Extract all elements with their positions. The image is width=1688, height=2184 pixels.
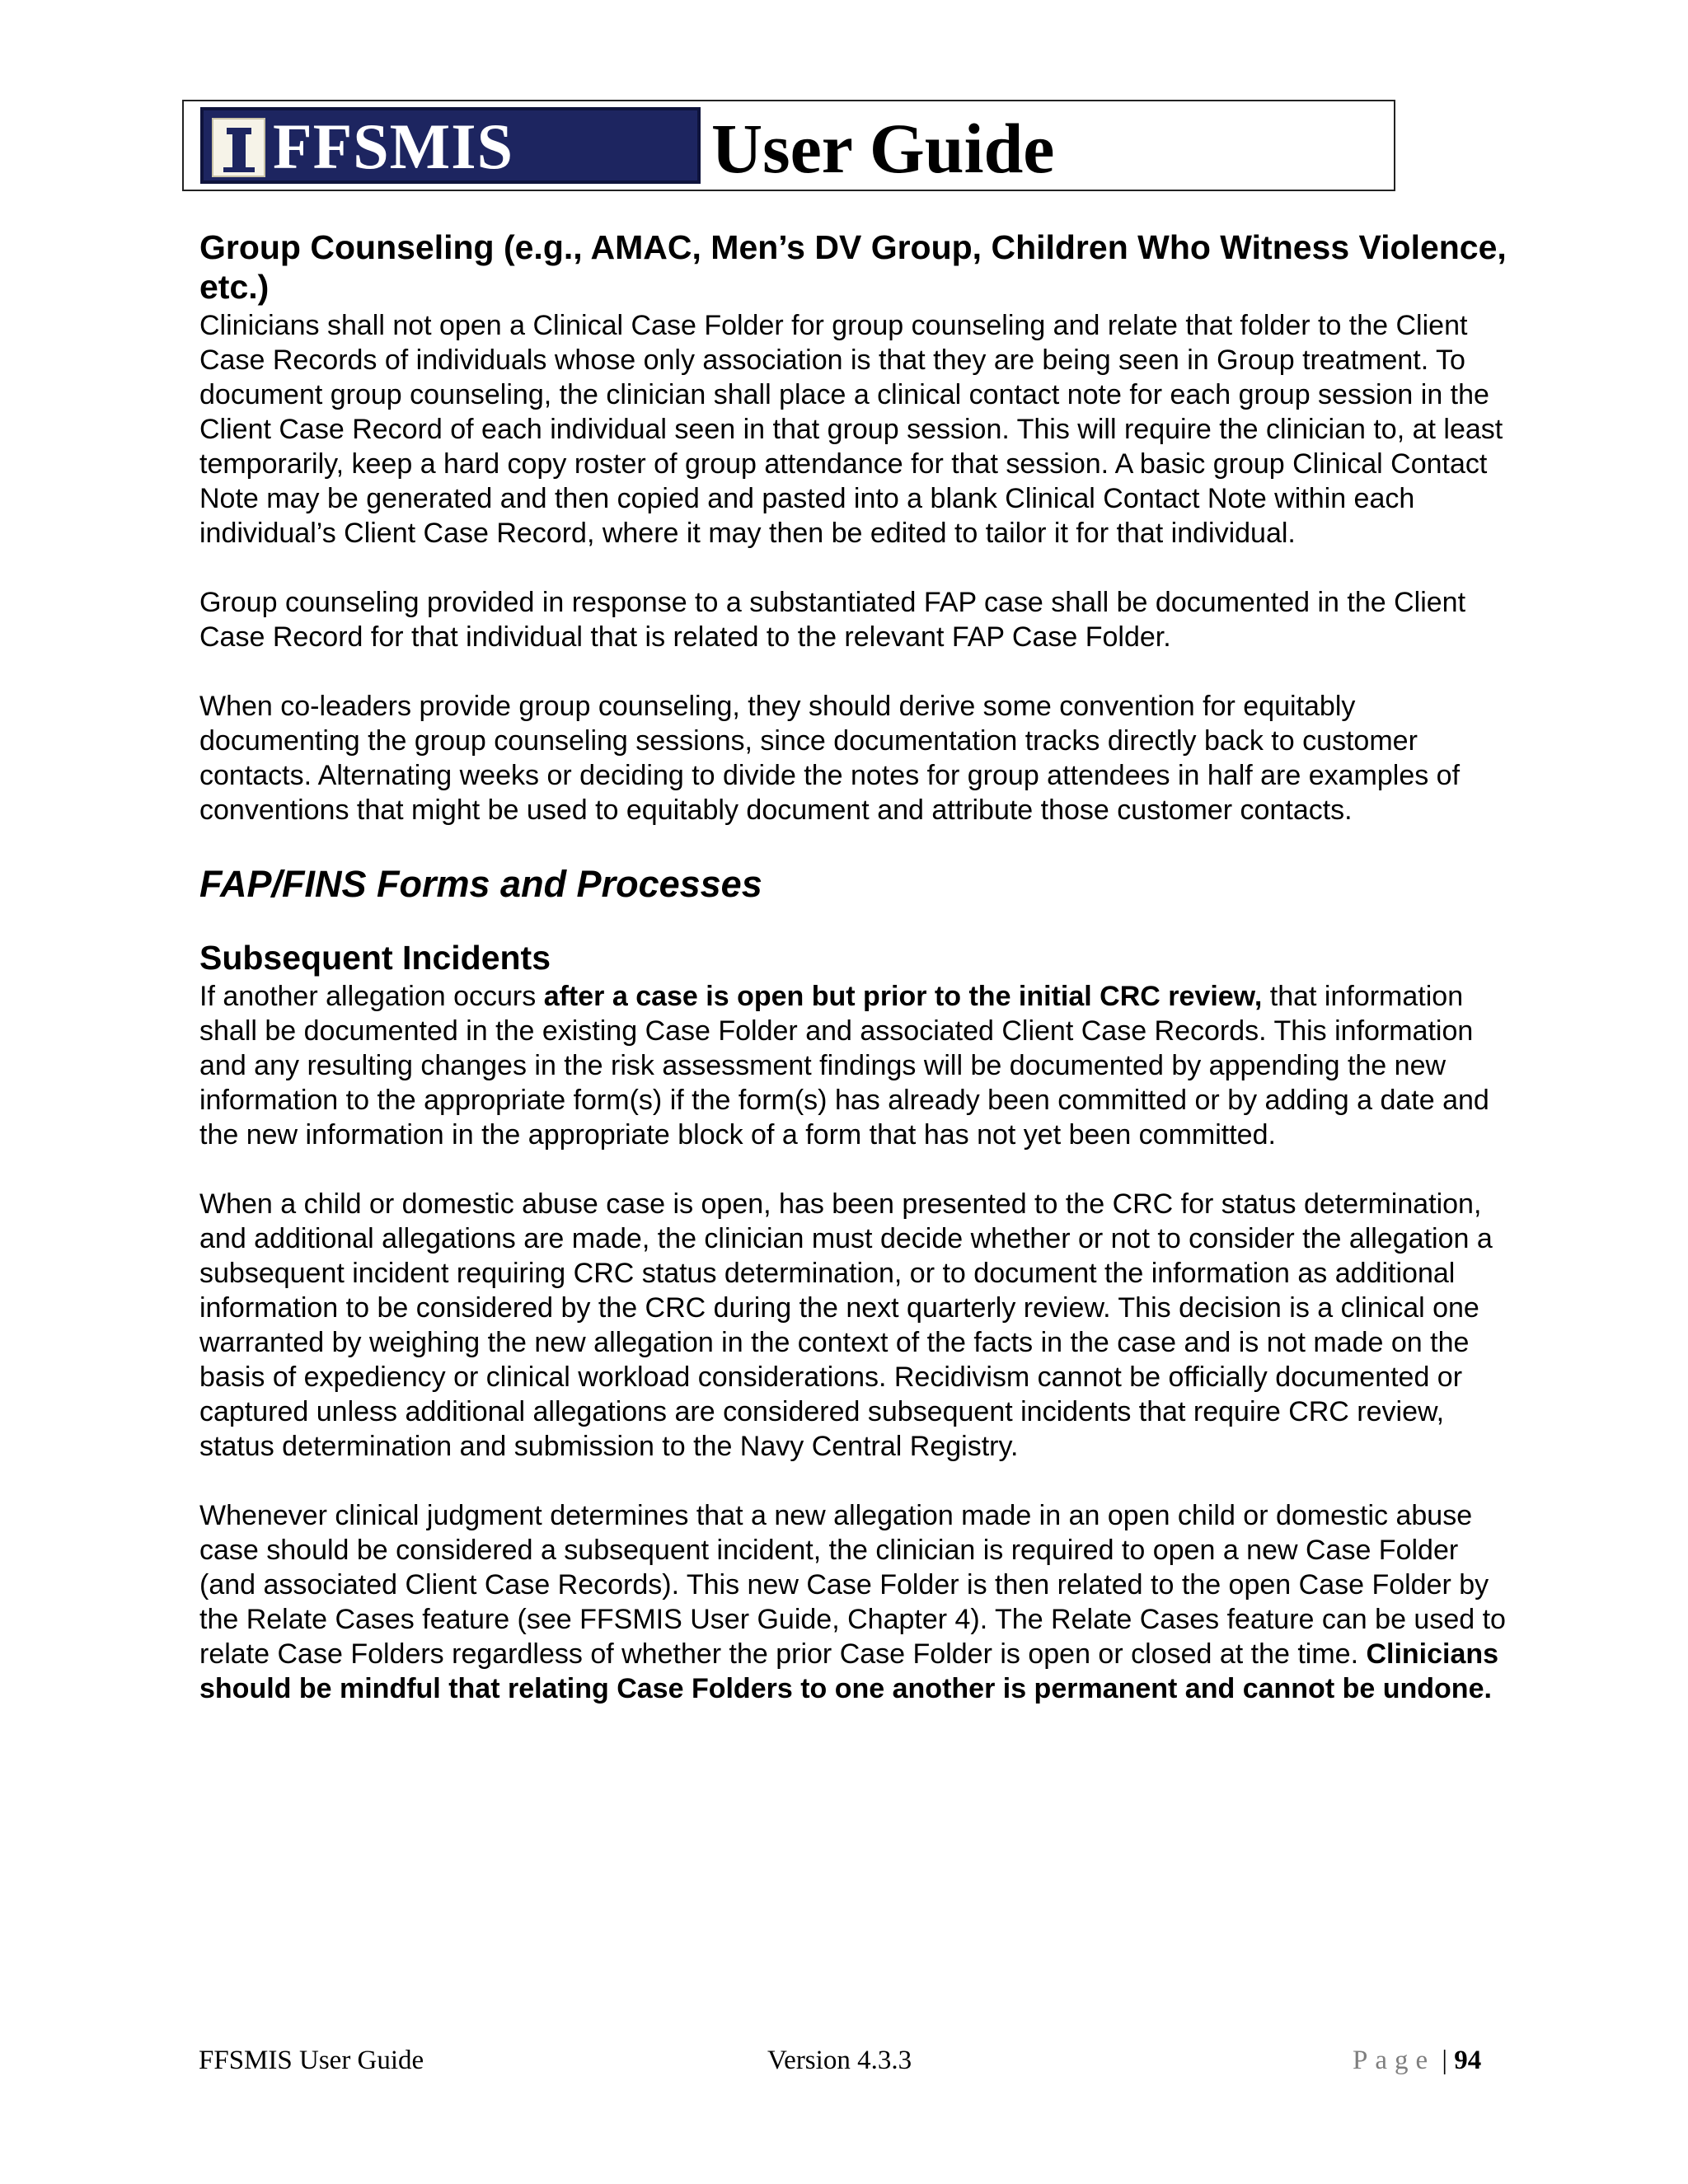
ffsmis-logo	[200, 107, 701, 184]
page-number: 94	[1454, 2046, 1482, 2075]
chapter-heading: FAP/FINS Forms and Processes	[199, 863, 762, 905]
text-run: If another allegation occurs	[199, 981, 544, 1012]
page-footer	[0, 2040, 1688, 2081]
bold-text-run: after a case is open but prior to the initial CRC review,	[543, 981, 1263, 1012]
paragraph: Group counseling provided in response to a substantiated FAP case shall be documented in the Client Case Record for that individual that is related to the relevant FAP Case Folder.	[199, 587, 1466, 653]
logo-text: FFSMIS	[273, 110, 514, 182]
footer-doc-title: FFSMIS User Guide	[199, 2046, 424, 2075]
footer-page-indicator	[1353, 2040, 1481, 2081]
header-title: User Guide	[711, 109, 1055, 188]
document-header	[182, 100, 1395, 191]
paragraph: Clinicians shall not open a Clinical Case Folder for group counseling and relate that folder to the Client Case Records of individuals whose only association is that they are being seen in Group treatment. To document group counseling, the clinician shall place a clinical contact note for each group session in the Client Case Record of each individual seen in that group session. This will require the clinician to, at least temporarily, keep a hard copy roster of group attendance for that session. A basic group Clinical Contact Note may be generated and then copied and pasted into a blank Clinical Contact Note within each individual’s Client Case Record, where it may then be edited to tailor it for that individual.	[199, 310, 1503, 549]
footer-version: Version 4.3.3	[767, 2046, 912, 2075]
paragraph: When co-leaders provide group counseling, they should derive some convention for equitably documenting the group counseling sessions, since documentation tracks directly back to customer contacts. Alternating weeks or deciding to divide the notes for group attendees in half are examples of conventions that might be used to equitably document and attribute those customer contacts.	[199, 691, 1461, 826]
paragraph	[199, 979, 1518, 1152]
page-label: Page	[1353, 2046, 1436, 2075]
paragraph	[199, 1498, 1518, 1706]
page-content	[199, 227, 1518, 1741]
section-heading-group-counseling: Group Counseling (e.g., AMAC, Men’s DV Group, Children Who Witness Violence, etc.)	[199, 228, 1507, 306]
bold-text-run: Clinicians should be mindful that relating Case Folders to one another is permanent and cannot be undone.	[199, 1638, 1499, 1704]
section-heading-subsequent-incidents: Subsequent Incidents	[199, 939, 551, 977]
column-emblem-icon	[212, 118, 265, 177]
page-separator: |	[1442, 2046, 1448, 2075]
paragraph: When a child or domestic abuse case is open, has been presented to the CRC for status determination, and additional allegations are made, the clinician must decide whether or not to consider the allegation a subsequent incident requiring CRC status determination, or to document the information as additional information to be considered by the CRC during the next quarterly review. This decision is a clinical one warranted by weighing the new allegation in the context of the facts in the case and is not made on the basis of expediency or clinical workload considerations. Recidivism cannot be officially documented or captured unless additional allegations are considered subsequent incidents that require CRC review, status determination and submission to the Navy Central Registry.	[199, 1188, 1493, 1462]
text-run: that information shall be documented in the existing Case Folder and associated Client Case Records. This information and any resulting changes in the risk assessment findings will be documented by appending the new information to the appropriate form(s) if the form(s) has already been committed or by adding a date and the new information in the appropriate block of a form that has not yet been committed.	[199, 981, 1489, 1151]
text-run: Whenever clinical judgment determines that a new allegation made in an open child or domestic abuse case should be considered a subsequent incident, the clinician is required to open a new Case Folder (and associated Client Case Records). This new Case Folder is then related to the open Case Folder by the Relate Cases feature (see FFSMIS User Guide, Chapter 4). The Relate Cases feature can be used to relate Case Folders regardless of whether the prior Case Folder is open or closed at the time.	[199, 1500, 1506, 1670]
